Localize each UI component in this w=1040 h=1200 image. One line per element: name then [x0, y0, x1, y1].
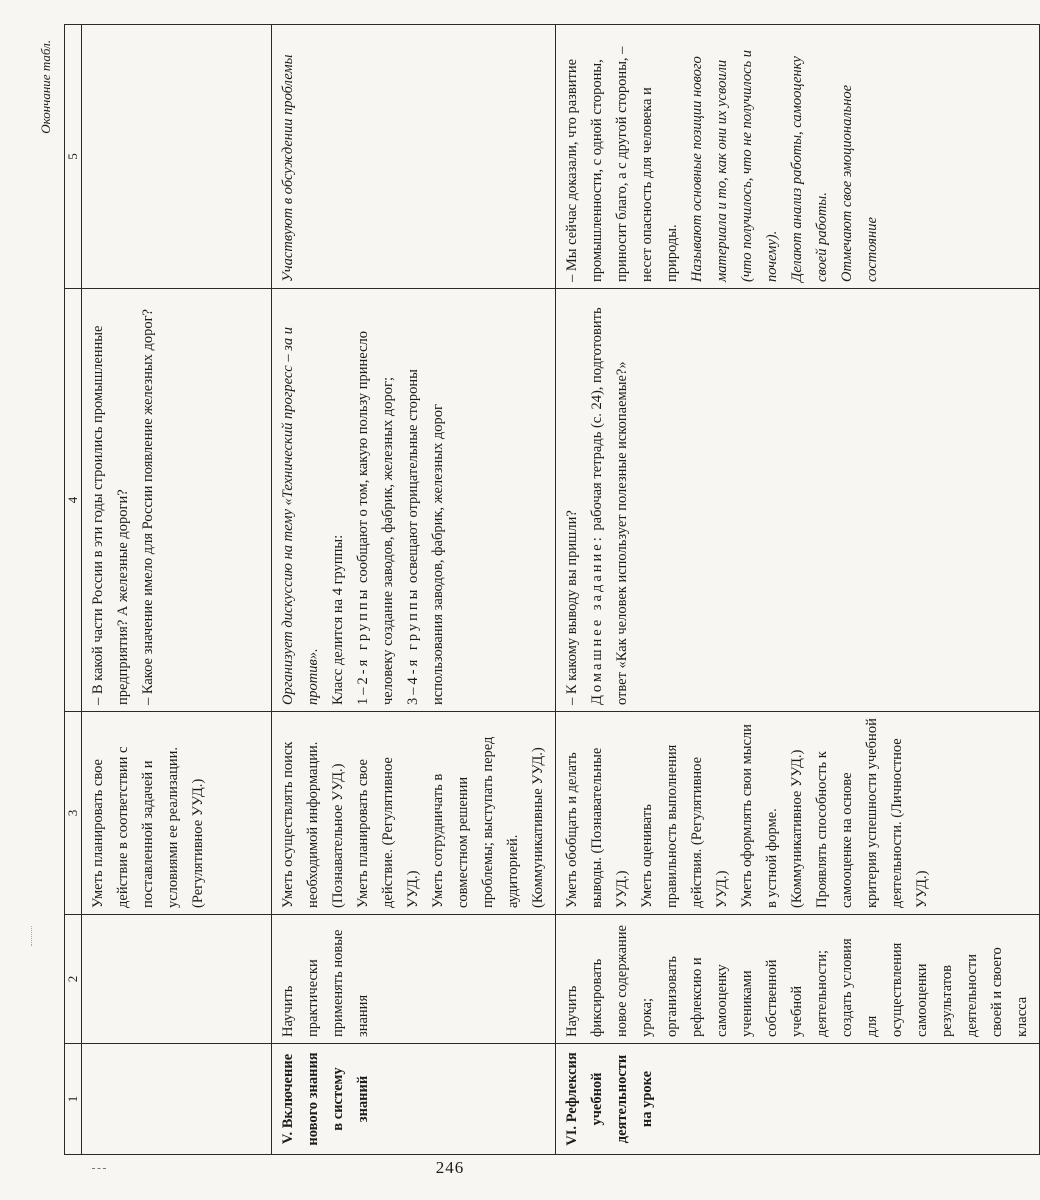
- scan-mark: [92, 1168, 106, 1170]
- teacher-line: – К какому выводу вы пришли?: [564, 510, 580, 705]
- uud-cell: Уметь планировать свое действие в соответствии с поставленной задачей и условиями ее реализации. (Регулятивное УУД.): [82, 712, 272, 915]
- table-row: [82, 25, 272, 1155]
- page-number: 246: [435, 1158, 465, 1177]
- uud-cell: [556, 712, 1040, 915]
- table-header-row: [65, 25, 82, 1155]
- teacher-line: [585, 295, 635, 705]
- uud-line: Уметь оценивать правильность выполнения действия. (Регулятивное УУД.): [639, 744, 730, 908]
- students-line: Отмечают свое эмоциональное состояние: [839, 84, 880, 282]
- students-line: Называют основные позиции нового материала и то, как они их усвоили (что получилось, что не получилось и почему).: [689, 49, 780, 282]
- column-header: 2: [65, 915, 82, 1044]
- group-label: 1–2-я группы: [355, 586, 371, 705]
- students-cell: Участвуют в обсуждении проблемы: [272, 25, 556, 289]
- continuation-label: Окончание табл.: [38, 40, 53, 134]
- students-line: – Мы сейчас доказали, что развитие промышленности, с одной стороны, приносит благо, а с другой стороны, – несет опасность для человека и природы.: [564, 46, 680, 282]
- uud-line: Проявлять способность к самооценке на основе критерия успешности учебной деятельности. (Личностное УУД.): [814, 718, 930, 908]
- teacher-cell: [556, 289, 1040, 712]
- uud-line: Уметь планировать свое действие. (Регулятивное УУД.): [355, 757, 421, 908]
- goal-cell: Научить практически применять новые знания: [272, 915, 556, 1044]
- rotated-table-page: [38, 40, 1030, 1155]
- homework-label: Домашнее задание:: [589, 534, 605, 705]
- stage-cell: [82, 1044, 272, 1155]
- teacher-cell: [82, 289, 272, 712]
- group-text: сообщают о том, какую пользу принесло человеку создание заводов, фабрик, железных дорог;: [355, 331, 396, 705]
- teacher-line: – В какой части России в эти годы строились промышленные предприятия? А железные дороги?: [90, 325, 131, 705]
- teacher-line: Класс делится на 4 группы:: [330, 534, 346, 705]
- homework-text: рабочая тетрадь (с. 24), подготовить ответ «Как человек использует полезные ископаемые?»: [589, 307, 630, 705]
- teacher-line: Организует дискуссию на тему «Технический прогресс – за и против».: [280, 326, 321, 705]
- teacher-line: – Какое значение имело для России появление железных дорог?: [140, 309, 156, 705]
- students-cell: [82, 25, 272, 289]
- table-row: [556, 25, 1040, 1155]
- uud-line: Уметь оформлять свои мысли в устной форме. (Коммуникативное УУД.): [739, 724, 805, 908]
- teacher-line: [401, 295, 451, 705]
- uud-line: Уметь обобщать и делать выводы. (Познавательные УУД.): [564, 747, 630, 908]
- students-line: Делают анализ работы, самооценку своей работы.: [789, 56, 830, 282]
- goal-cell: Научить фиксировать новое содержание урока; организовать рефлексию и самооценку учениками собственной учебной деятельности; создать условия для осуществления самооценки результатов деятельности своей и своего класса: [556, 915, 1040, 1044]
- lesson-table: [64, 24, 1040, 1155]
- scan-mark: [31, 926, 33, 946]
- table-row: [272, 25, 556, 1155]
- uud-line: Уметь осуществлять поиск необходимой информации. (Познавательное УУД.): [280, 741, 346, 908]
- column-header: 1: [65, 1044, 82, 1155]
- group-text: освещают отрицательные стороны использования заводов, фабрик, железных дорог: [405, 369, 446, 705]
- teacher-line: [351, 295, 401, 705]
- column-header: 5: [65, 25, 82, 289]
- column-header: 4: [65, 289, 82, 712]
- uud-cell: [272, 712, 556, 915]
- stage-cell: VI. Рефлексия учебной деятельности на уроке: [556, 1044, 1040, 1155]
- teacher-cell: [272, 289, 556, 712]
- stage-cell: V. Включение нового знания в систему знаний: [272, 1044, 556, 1155]
- goal-cell: [82, 915, 272, 1044]
- students-cell: [556, 25, 1040, 289]
- uud-line: Уметь сотрудничать в совместном решении проблемы; выступать перед аудиторией. (Коммуникативные УУД.): [430, 736, 546, 908]
- group-label: 3–4-я группы: [405, 586, 421, 705]
- column-header: 3: [65, 712, 82, 915]
